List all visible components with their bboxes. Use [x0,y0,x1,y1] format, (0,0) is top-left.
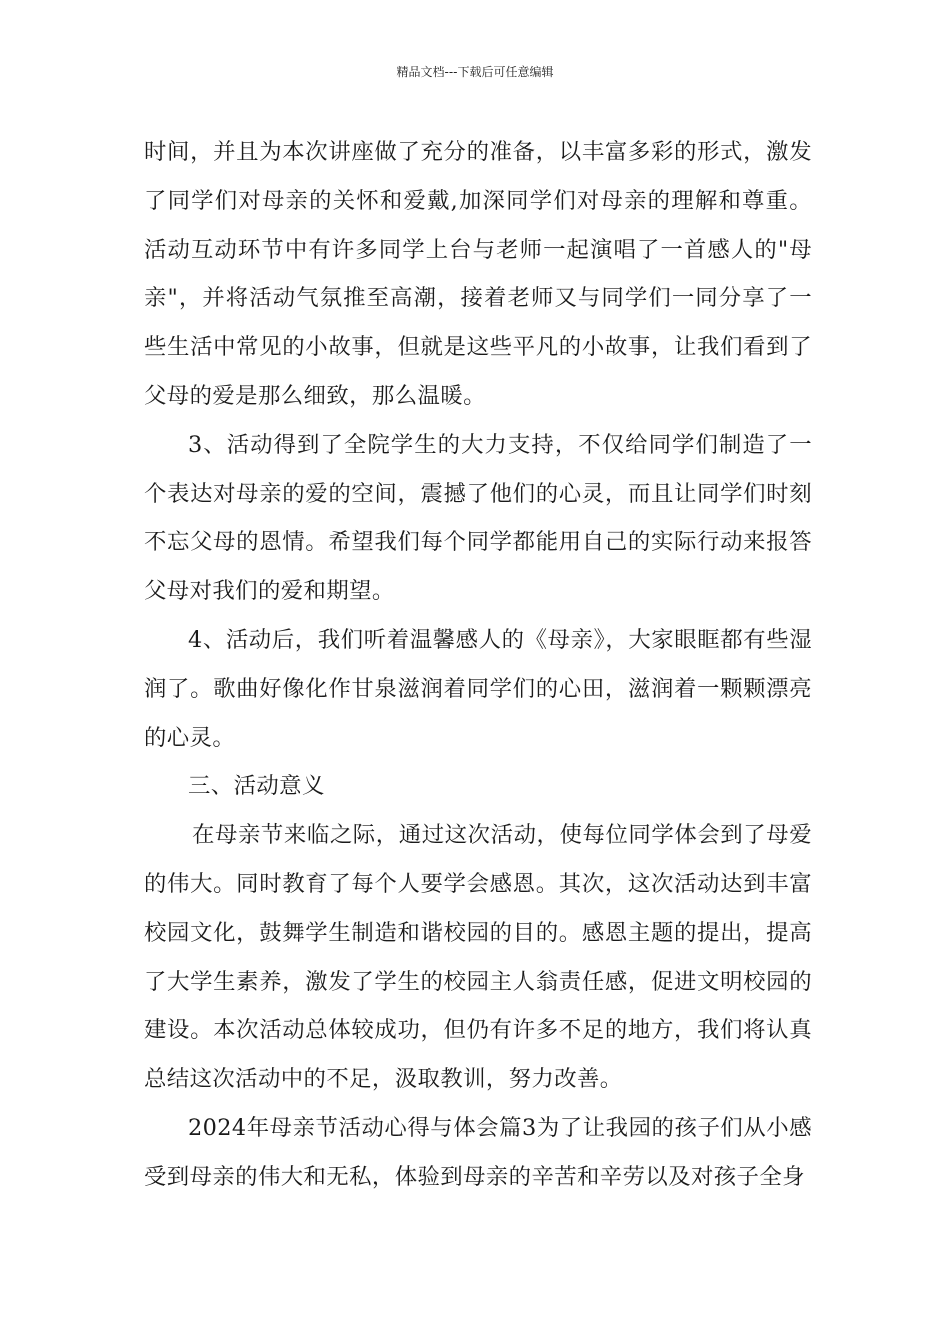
paragraph-article-3-intro: 2024年母亲节活动心得与体会篇3为了让我园的孩子们从小感受到母亲的伟大和无私，体验到母亲的辛苦和辛劳以及对孩子全身 [144,1114,812,1190]
paragraph-point-3: 3、活动得到了全院学生的大力支持，不仅给同学们制造了一个表达对母亲的爱的空间，震撼了他们的心灵，而且让同学们时刻不忘父母的恩情。希望我们每个同学都能用自己的实际行动来报答父母对我们的爱和期望。 [144,431,812,605]
document-body [144,128,812,1202]
page-header: 精品文档---下载后可任意编辑 [396,65,554,79]
paragraph-significance: 在母亲节来临之际，通过这次活动，使每位同学体会到了母爱的伟大。同时教育了每个人要学会感恩。其次，这次活动达到丰富校园文化，鼓舞学生制造和谐校园的目的。感恩主题的提出，提高了大学生素养，激发了学生的校园主人翁责任感，促进文明校园的建设。本次活动总体较成功，但仍有许多不足的地方，我们将认真总结这次活动中的不足，汲取教训，努力改善。 [144,822,812,1093]
paragraph-continuation: 时间，并且为本次讲座做了充分的准备，以丰富多彩的形式，激发了同学们对母亲的关怀和爱戴,加深同学们对母亲的理解和尊重。活动互动环节中有许多同学上台与老师一起演唱了一首感人的"母亲"，并将活动气氛推至高潮，接着老师又与同学们一同分享了一些生活中常见的小故事，但就是这些平凡的小故事，让我们看到了父母的爱是那么细致，那么温暖。 [144,139,812,409]
section-heading-significance: 三、活动意义 [188,773,325,800]
paragraph-point-4: 4、活动后，我们听着温馨感人的《母亲》，大家眼眶都有些湿润了。歌曲好像化作甘泉滋润着同学们的心田，滋润着一颗颗漂亮的心灵。 [144,626,812,751]
